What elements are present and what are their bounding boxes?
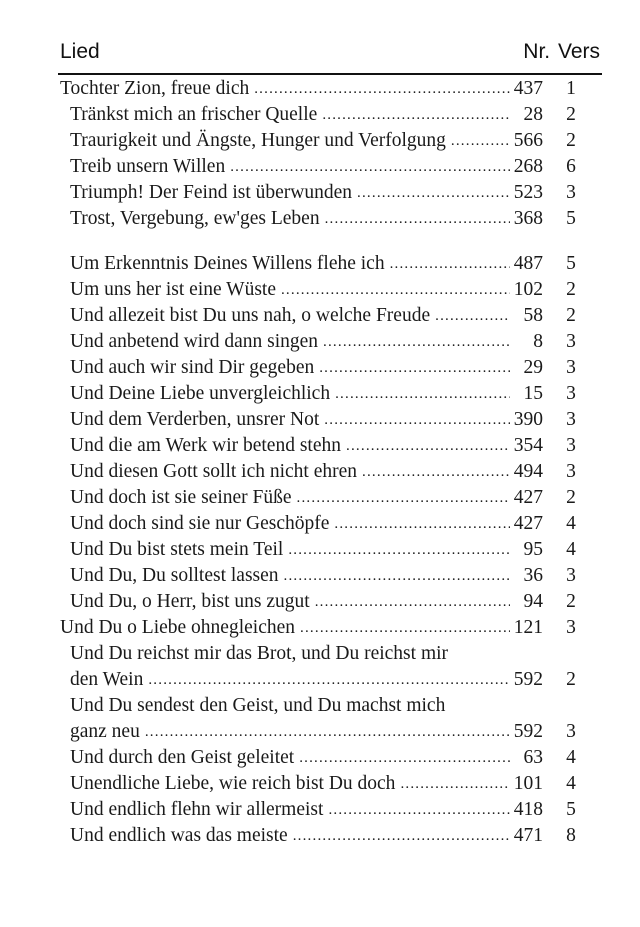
index-entry — [58, 641, 603, 693]
entry-title-line1: Und Du sendest den Geist, und Du machst mich — [70, 695, 446, 716]
song-number: 523 — [513, 182, 543, 203]
index-entry — [58, 381, 603, 407]
entry-title: Triumph! Der Feind ist überwunden — [70, 182, 353, 203]
verse-number: 1 — [566, 78, 576, 99]
entry-title-line — [70, 745, 510, 771]
entry-title: Und diesen Gott sollt ich nicht ehren — [70, 461, 358, 482]
verse-number: 3 — [566, 331, 576, 352]
entry-title-line — [70, 102, 510, 128]
verse-number: 5 — [566, 208, 576, 229]
verse-number: 5 — [566, 253, 576, 274]
index-entry — [58, 485, 603, 511]
entry-title: Um Erkenntnis Deines Willens flehe ich — [70, 253, 385, 274]
entry-title-line — [70, 355, 510, 381]
song-number: 592 — [513, 669, 543, 690]
song-number: 36 — [523, 565, 543, 586]
song-number: 354 — [513, 435, 543, 456]
dot-leader — [297, 485, 510, 511]
verse-number: 3 — [566, 617, 576, 638]
song-number: 95 — [523, 539, 543, 560]
entry-title: Und doch ist sie seiner Füße — [70, 487, 292, 508]
dot-leader — [325, 206, 510, 232]
verse-number: 3 — [566, 409, 576, 430]
entry-title: Und allezeit bist Du uns nah, o welche Freude — [70, 305, 431, 326]
verse-number: 6 — [566, 156, 576, 177]
verse-number: 4 — [566, 539, 576, 560]
verse-number: 3 — [566, 182, 576, 203]
verse-number: 2 — [566, 669, 576, 690]
entry-title-line — [70, 251, 510, 277]
entry-title-line — [70, 459, 510, 485]
entry-title-line — [70, 667, 510, 693]
entry-title: Und endlich was das meiste — [70, 825, 288, 846]
entry-title: Treib unsern Willen — [70, 156, 226, 177]
dot-leader — [322, 102, 510, 128]
entry-title-line — [70, 154, 510, 180]
song-number: 566 — [513, 130, 543, 151]
dot-leader — [362, 459, 510, 485]
index-entry — [58, 407, 603, 433]
dot-leader — [315, 589, 510, 615]
entry-title-line — [60, 76, 510, 102]
index-entry — [58, 823, 603, 849]
verse-number: 3 — [566, 435, 576, 456]
index-entry — [58, 537, 603, 563]
verse-number: 3 — [566, 383, 576, 404]
entry-title-line — [70, 823, 510, 849]
entry-title: Tochter Zion, freue dich — [60, 78, 250, 99]
verse-number: 4 — [566, 513, 576, 534]
dot-leader — [390, 251, 510, 277]
index-entry — [58, 303, 603, 329]
song-number: 592 — [513, 721, 543, 742]
verse-number: 4 — [566, 747, 576, 768]
song-number: 8 — [533, 331, 543, 352]
entry-title-line — [70, 277, 510, 303]
song-number: 121 — [513, 617, 543, 638]
song-number: 94 — [523, 591, 543, 612]
entry-title-line1: Und Du reichst mir das Brot, und Du reichst mir — [70, 643, 449, 664]
dot-leader — [435, 303, 510, 329]
entry-title-line — [70, 329, 510, 355]
song-number: 28 — [523, 104, 543, 125]
index-entry — [58, 563, 603, 589]
verse-number: 2 — [566, 305, 576, 326]
verse-number: 2 — [566, 487, 576, 508]
dot-leader — [451, 128, 510, 154]
entry-title: Und endlich flehn wir allermeist — [70, 799, 324, 820]
song-number: 15 — [523, 383, 543, 404]
verse-number: 5 — [566, 799, 576, 820]
entry-title-line — [70, 719, 510, 745]
entry-title-line — [70, 303, 510, 329]
entry-title: Und auch wir sind Dir gegeben — [70, 357, 315, 378]
header-lied: Lied — [60, 40, 100, 63]
verse-number: 2 — [566, 104, 576, 125]
index-entry — [58, 102, 603, 128]
dot-leader — [300, 615, 510, 641]
index-entry — [58, 154, 603, 180]
index-entry — [58, 180, 603, 206]
index-entry — [58, 76, 603, 102]
song-number: 63 — [523, 747, 543, 768]
header-rule — [58, 73, 602, 75]
song-number: 29 — [523, 357, 543, 378]
index-entry — [58, 693, 603, 745]
verse-number: 4 — [566, 773, 576, 794]
entry-title: den Wein — [70, 669, 144, 690]
index-entry — [58, 329, 603, 355]
entry-title-line — [70, 407, 510, 433]
entry-title: Unendliche Liebe, wie reich bist Du doch — [70, 773, 396, 794]
index-entry — [58, 745, 603, 771]
verse-number: 3 — [566, 357, 576, 378]
entry-title-line — [70, 589, 510, 615]
dot-leader — [346, 433, 510, 459]
index-entry — [58, 797, 603, 823]
song-number: 427 — [513, 487, 543, 508]
dot-leader — [148, 667, 510, 693]
verse-number: 2 — [566, 591, 576, 612]
index-entry — [58, 771, 603, 797]
dot-leader — [288, 537, 510, 563]
dot-leader — [299, 745, 510, 771]
verse-number: 2 — [566, 279, 576, 300]
song-number: 487 — [513, 253, 543, 274]
song-number: 58 — [523, 305, 543, 326]
entry-title: Und Du o Liebe ohnegleichen — [60, 617, 296, 638]
dot-leader — [293, 823, 510, 849]
song-number: 418 — [513, 799, 543, 820]
dot-leader — [357, 180, 510, 206]
song-number: 101 — [513, 773, 543, 794]
entry-title: Und Du, o Herr, bist uns zugut — [70, 591, 310, 612]
index-entry — [58, 433, 603, 459]
song-number: 102 — [513, 279, 543, 300]
entry-title-line — [60, 615, 510, 641]
song-number: 494 — [513, 461, 543, 482]
entry-title: Und dem Verderben, unsrer Not — [70, 409, 320, 430]
entry-title-line — [70, 128, 510, 154]
song-number: 471 — [513, 825, 543, 846]
column-header — [60, 40, 600, 70]
entry-title-line — [70, 485, 510, 511]
dot-leader — [284, 563, 510, 589]
entry-title: Und die am Werk wir betend stehn — [70, 435, 342, 456]
entry-title: Und anbetend wird dann singen — [70, 331, 319, 352]
index-entry — [58, 615, 603, 641]
dot-leader — [254, 76, 510, 102]
index-entry — [58, 355, 603, 381]
entry-title-line — [70, 563, 510, 589]
dot-leader — [230, 154, 510, 180]
entry-title: Traurigkeit und Ängste, Hunger und Verfolgung — [70, 130, 446, 151]
dot-leader — [334, 511, 510, 537]
dot-leader — [400, 771, 510, 797]
dot-leader — [335, 381, 510, 407]
entry-title-line — [70, 433, 510, 459]
entry-title-line — [70, 180, 510, 206]
index-entry — [58, 277, 603, 303]
song-index-list — [58, 76, 603, 849]
entry-title-line — [70, 537, 510, 563]
verse-number: 3 — [566, 461, 576, 482]
entry-title-line — [70, 797, 510, 823]
song-number: 368 — [513, 208, 543, 229]
song-number: 427 — [513, 513, 543, 534]
song-number: 390 — [513, 409, 543, 430]
index-entry — [58, 589, 603, 615]
header-nr-vers: Nr. Vers — [523, 40, 600, 63]
entry-title-line — [70, 771, 510, 797]
dot-leader — [145, 719, 510, 745]
verse-number: 3 — [566, 721, 576, 742]
index-entry — [58, 206, 603, 232]
index-entry — [58, 511, 603, 537]
entry-title: Tränkst mich an frischer Quelle — [70, 104, 318, 125]
entry-title-line — [70, 206, 510, 232]
verse-number: 3 — [566, 565, 576, 586]
dot-leader — [281, 277, 510, 303]
entry-title: Und doch sind sie nur Geschöpfe — [70, 513, 330, 534]
index-entry — [58, 251, 603, 277]
dot-leader — [319, 355, 510, 381]
verse-number: 2 — [566, 130, 576, 151]
song-number: 268 — [513, 156, 543, 177]
entry-title: ganz neu — [70, 721, 140, 742]
entry-title: Und Du bist stets mein Teil — [70, 539, 284, 560]
entry-title: Um uns her ist eine Wüste — [70, 279, 276, 300]
dot-leader — [323, 329, 510, 355]
dot-leader — [328, 797, 510, 823]
entry-title: Trost, Vergebung, ew'ges Leben — [70, 208, 320, 229]
entry-title-line — [70, 381, 510, 407]
song-number: 437 — [513, 78, 543, 99]
entry-title: Und durch den Geist geleitet — [70, 747, 295, 768]
entry-title: Und Deine Liebe unvergleichlich — [70, 383, 331, 404]
index-entry — [58, 459, 603, 485]
verse-number: 8 — [566, 825, 576, 846]
entry-title-line — [70, 511, 510, 537]
dot-leader — [324, 407, 510, 433]
entry-title: Und Du, Du solltest lassen — [70, 565, 279, 586]
index-entry — [58, 128, 603, 154]
